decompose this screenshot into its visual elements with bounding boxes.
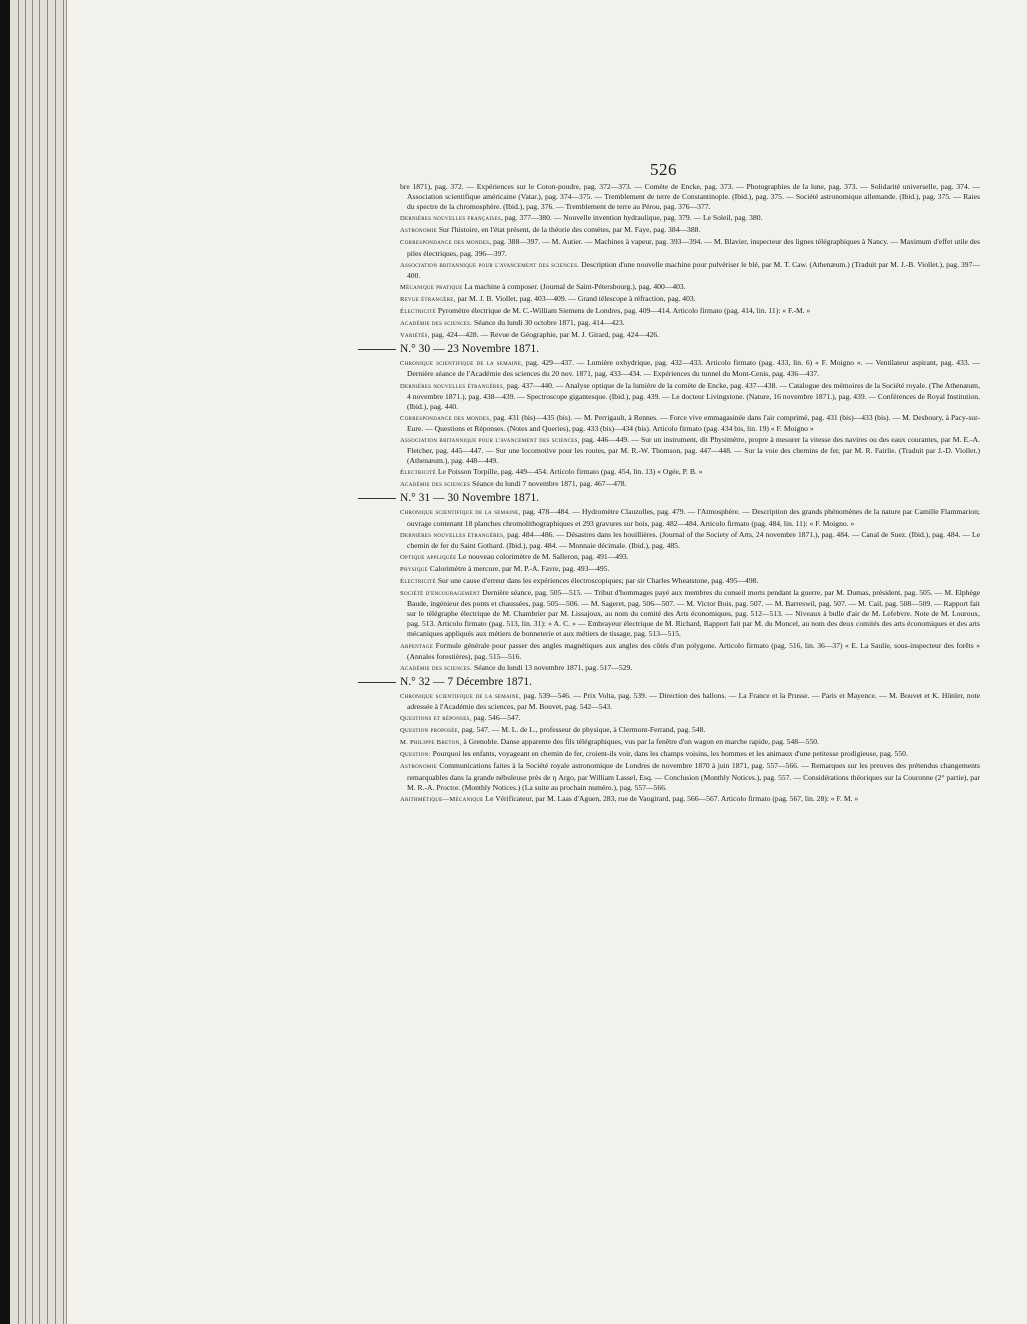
page-number: 526: [650, 160, 677, 179]
entry-text: pag. 478—484. — Hydromètre Clauzolles, pag. 479. — l'Atmosphère. — Description des grands phénomènes de la nature par Camille Flammarion; ouvrage contenant 18 planches chromolithographiques et 293 gravures sur bois, pag. 482—484. Articolo firmato (pag. 484, lin. 11): « F. Moigno. »: [407, 507, 981, 528]
entry-text: Le Vérificateur, par M. Laas d'Aguen, 283, rue de Vaugirard, pag. 566—567. Articolo firmato (pag. 567, lin. 28): « F. M. »: [483, 793, 859, 803]
index-entry: [400, 576, 980, 587]
index-entry: [400, 213, 980, 224]
entry-text: , pag. 377—380. — Nouvelle invention hydraulique, pag. 379. — Le Soleil, pag. 380.: [500, 213, 763, 223]
entry-text: Séance du lundi 30 octobre 1871, pag. 414—423.: [472, 318, 625, 328]
index-entry: [400, 507, 980, 528]
index-entry: [400, 282, 980, 293]
entry-text: Sur l'histoire, en l'état présent, de la théorie des comètes, par M. Faye, pag. 384—388.: [436, 225, 701, 235]
section-label: Société d'encouragement: [400, 590, 480, 598]
section-label: Électricité: [400, 469, 436, 477]
entry-text: pag. 429—437. — Lumière oxhydrique, pag. 432—433. Articolo firmato (pag. 433, lin. 6) « F. Moigno ». — Ventilateur aspirant, pag. 433. — Dernière séance de l'Académie des sciences du 20 nov. 1871, pag. 433—434. — Expériences du tunnel du Mont-Cenis, pag. 436—437.: [407, 358, 981, 379]
issue-heading: [400, 342, 980, 357]
entry-text: Séance du lundi 7 novembre 1871, pag. 467—478.: [470, 479, 627, 489]
entry-text: Dernière séance, pag. 505—515. — Tribut d'hommages payé aux membres du conseil morts pendant la guerre, par M. Dumas, président, pag. 505. — M. Elphège Baude, ingénieur des ponts et chaussées, pag. 505—506. — M. Sageret, pag. 506—507. — M. Victor Bois, pag. 507. — M. Barreswil, pag. 507. — M. Cail, pag. 508—509. — Rapport fait sur le télégraphe électrique de M. Chambrier par M. Lissajoux, au nom du comité des Arts économiques, pag. 512—513. — Niveaux à bulle d'air de M. Lefebvre. Note de M. Louroux, pag. 513. Articolo firmato (pag. 513, lin. 31): « A. C. » — Embrayeur électrique de M. Richard, Rapport fait par M. du Moncel, au nom des deux comités des arts économiques et des arts mécaniques appliqués aux métiers de bonneterie et aux métiers de tissage, pag. 513—515.: [407, 588, 980, 639]
entry-text: bre 1871), pag. 372. — Expériences sur le Coton-poudre, pag. 372—373. — Comète de Encke, pag. 373. — Photographies de la lune, pag. 373. — Solidarité universelle, pag. 374. — Association scientifique américaine (Vatar.), pag. 374—375. — Tremblement de terre de Constantinople. (Ibid.), pag. 375. — Société astronomique allemande. (Ibid.), pag. 375. — Raies du spectre de la chromosphère. (Ibid.), pag. 376. — Tremblement de terre au Pérou, pag. 376—377.: [400, 182, 980, 212]
index-entry: [400, 318, 980, 329]
section-label: Électricité: [400, 308, 436, 316]
section-label: Chronique scientifique de la semaine,: [400, 360, 524, 368]
issue-heading-text: N.° 32 — 7 Décembre 1871.: [400, 675, 533, 688]
entry-text: Formule générale pour passer des angles magnétiques aux angles des côtés d'un polygone. Articolo firmato (pag. 516, lin. 36—37) « E. La Saulie, sous-inspecteur des forêts » (Annales forestières), pag. 515—516.: [407, 640, 980, 661]
entry-text: pag. 547. — M. L. de L., professeur de physique, à Clermont-Ferrand, pag. 548.: [459, 725, 706, 735]
entry-text: à Grenoble. Danse apparente des fils télégraphiques, vus par la fenêtre d'un wagon en marche rapide, pag. 548—550.: [461, 737, 819, 747]
entry-text: pag. 546—547.: [471, 713, 521, 723]
index-entry: [400, 225, 980, 236]
entry-text: Sur une cause d'erreur dans les expériences électroscopiques; par sir Charles Wheatstone, pag. 495—498.: [435, 576, 759, 585]
stacked-page-edges: [14, 0, 72, 1324]
section-label: Électricité: [400, 578, 436, 585]
index-entry: [400, 358, 980, 379]
entry-text: Description d'une nouvelle machine pour pulvériser le blé, par M. T. Caw. (Athenæum.) (Traduit par M. J.-B. Viollet.), pag. 397—400.: [407, 259, 980, 280]
scan-border: [0, 0, 10, 1324]
section-label: Revue étrangère,: [400, 295, 456, 303]
section-label: Association britannique pour l'avancement des sciences.: [400, 261, 580, 269]
section-label: Dernières nouvelles étrangères,: [400, 531, 506, 539]
index-entry: [400, 564, 980, 575]
entry-text: pag. 446—449. — Sur un instrument, dit Physimètre, propre à mesurer la vitesse des navires ou des eaux courantes, par M. E.-A. Fletcher, pag. 445—447. — Sur une locomotive pour les routes, par M. R.-W. Thomson, pag. 447—448. — Sur la voie des chemins de fer, par M. R. Fairlie. (Traduit par J.-D. Viollet.) (Athenæum.), pag. 448—449.: [407, 434, 980, 466]
section-label: Dernières nouvelles françaises: [400, 215, 501, 223]
section-label: M. Philippe Breton,: [400, 739, 462, 747]
section-label: Question proposée,: [400, 727, 460, 735]
index-entry: [400, 467, 980, 478]
index-entry: [400, 530, 980, 551]
section-label: Chronique scientifique de la semaine,: [400, 509, 521, 517]
page-body: [400, 182, 980, 806]
index-entry: [400, 749, 980, 760]
entry-text: pag. 424—428. — Revue de Géographie, par M. J. Girard, pag. 424—426.: [429, 330, 660, 340]
section-label: Correspondance des mondes,: [400, 414, 492, 422]
section-label: Dernières nouvelles étrangères,: [400, 382, 505, 390]
section-label: Astronomie: [400, 227, 437, 235]
section-label: Optique appliquée: [400, 553, 457, 561]
index-entry: [400, 260, 980, 281]
entry-text: Pourquoi les enfants, voyageant en chemin de fer, croient-ils voir, dans les champs voisins, les hommes et les animaux d'une petitesse prodigieuse, pag. 550.: [430, 749, 908, 759]
index-entry: [400, 588, 980, 639]
entry-text: Calorimètre à mercure, par M. P.-A. Favre, pag. 493—495.: [428, 563, 610, 573]
entry-text: Le Poisson Torpille, pag. 449—454. Articolo firmato (pag. 454, lin. 13) « Ogée, P. B. »: [435, 467, 703, 477]
index-entry: [400, 725, 980, 736]
issue-heading: [400, 675, 980, 690]
section-label: Astronomie: [400, 763, 437, 771]
entry-text: La machine à composer. (Journal de Saint-Pétersbourg.), pag. 400—403.: [462, 281, 686, 291]
entry-text: pag. 437—440. — Analyse optique de la lumière de la comète de Encke, pag. 437—438. — Catalogue des mémoires de la Société royale. (The Athenæum, 4 novembre 1871.), pag. 438—439. — Spectroscope gigantesque. (Ibid.), pag. 439. — Le docteur Livingstone. (Nature, 16 novembre 1871.), pag. 439. — Conférences de Royal Institution. (Ibid.), pag. 440.: [407, 380, 980, 411]
index-entry: [400, 663, 980, 674]
index-entry: [400, 306, 980, 317]
entry-text: pag. 539—546. — Prix Volta, pag. 539. — Direction des ballons. — La France et la Prusse. — Paris et Mayence. — M. Bouvet et K. Hünler, note adressée à l'Académie des sciences, par M. Bouvet, pag. 542—543.: [407, 690, 980, 711]
heading-rule: [358, 498, 396, 499]
section-label: Variétés,: [400, 332, 430, 340]
section-label: Arithmétique—Mécanique: [400, 795, 484, 803]
index-entry: [400, 435, 980, 466]
index-entry: [400, 641, 980, 662]
index-entry: [400, 182, 980, 212]
index-entry: [400, 691, 980, 712]
index-entry: [400, 479, 980, 490]
index-entry: [400, 737, 980, 748]
section-label: Correspondance des mondes: [400, 239, 490, 247]
entry-text: Le nouveau colorimètre de M. Salleron, pag. 491—493.: [456, 551, 629, 561]
heading-rule: [358, 349, 396, 350]
entry-text: Pyromètre électrique de M. C.-William Siemens de Londres, pag. 409—414. Articolo firmato (pag. 414, lin. 11): « F.-M. »: [435, 306, 811, 316]
issue-heading: [400, 491, 980, 506]
heading-rule: [358, 682, 396, 683]
issue-heading-text: N.° 30 — 23 Novembre 1871.: [400, 343, 540, 356]
entry-text: pag. 484—486. — Désastres dans les houillières. (Journal of the Society of Arts, 24 novembre 1871.), pag. 484. — Canal de Suez. (Ibid.), pag. 484. — Le chemin de fer du Saint Gothard. (Ibid.), pag. 484. — Monnaie décimale. (Ibid.), pag. 485.: [407, 529, 981, 550]
index-entry: [400, 713, 980, 724]
entry-text: pag. 431 (bis)—435 (bis). — M. Perrigault, à Rennes. — Force vive emmagasinée dans l'air comprimé, pag. 431 (bis)—433 (bis). — M. Desboury, à Pacy-sur-Eure. — Questions et Réponses. (Notes and Queries), pag. 433 (bis)—434 (bis). Articolo firmato (pag. 434 bis, lin. 19) « F. Moigno »: [407, 412, 980, 433]
issue-heading-text: N.° 31 — 30 Novembre 1871.: [400, 492, 540, 505]
section-label: Questions et réponses,: [400, 715, 472, 723]
index-entry: [400, 552, 980, 563]
entry-text: , pag. 388—397. — M. Autier. — Machines à vapeur, pag. 393—394. — M. Blavier, inspecteur des lignes télégraphiques à Nancy. — Maximum d'effet utile des piles électriques, pag. 396—397.: [407, 237, 981, 258]
section-label: Physique: [400, 565, 429, 573]
index-entry: [400, 761, 980, 792]
section-label: Chronique scientifique de la semaine,: [400, 692, 522, 700]
section-label: Association britannique pour l'avancement des sciences,: [400, 436, 580, 444]
entry-text: Communications faites à la Société royale astronomique de Londres de novembre 1870 à juin 1871, pag. 557—566. — Remarques sur les preuves des prétendus changements remarquables dans la grande nébuleuse près de η Argo, par William Lassel, Esq. — Conclusion (Monthly Notices.), pag. 557. — Considérations théoriques sur la Couronne (2° partie), par M. R.-A. Proctor. (Monthly Notices.) (La suite au prochain numéro.), pag. 557—566.: [407, 761, 980, 792]
section-label: Académie des sciences: [400, 481, 471, 489]
index-entry: [400, 794, 980, 805]
index-entry: [400, 294, 980, 305]
index-entry: [400, 413, 980, 434]
entry-text: par M. J. B. Viollet, pag. 403—409. — Grand télescope à réfraction, pag. 403.: [455, 293, 696, 303]
entry-text: Séance du lundi 13 novembre 1871, pag. 517—529.: [472, 662, 633, 672]
index-entry: [400, 381, 980, 412]
section-label: Question:: [400, 751, 431, 759]
section-label: Académie des sciences.: [400, 664, 473, 672]
section-label: Arpentage: [400, 642, 434, 650]
section-label: Mécanique pratique: [400, 283, 463, 291]
index-entry: [400, 237, 980, 258]
section-label: Académie des sciences.: [400, 320, 473, 328]
index-entry: [400, 330, 980, 341]
